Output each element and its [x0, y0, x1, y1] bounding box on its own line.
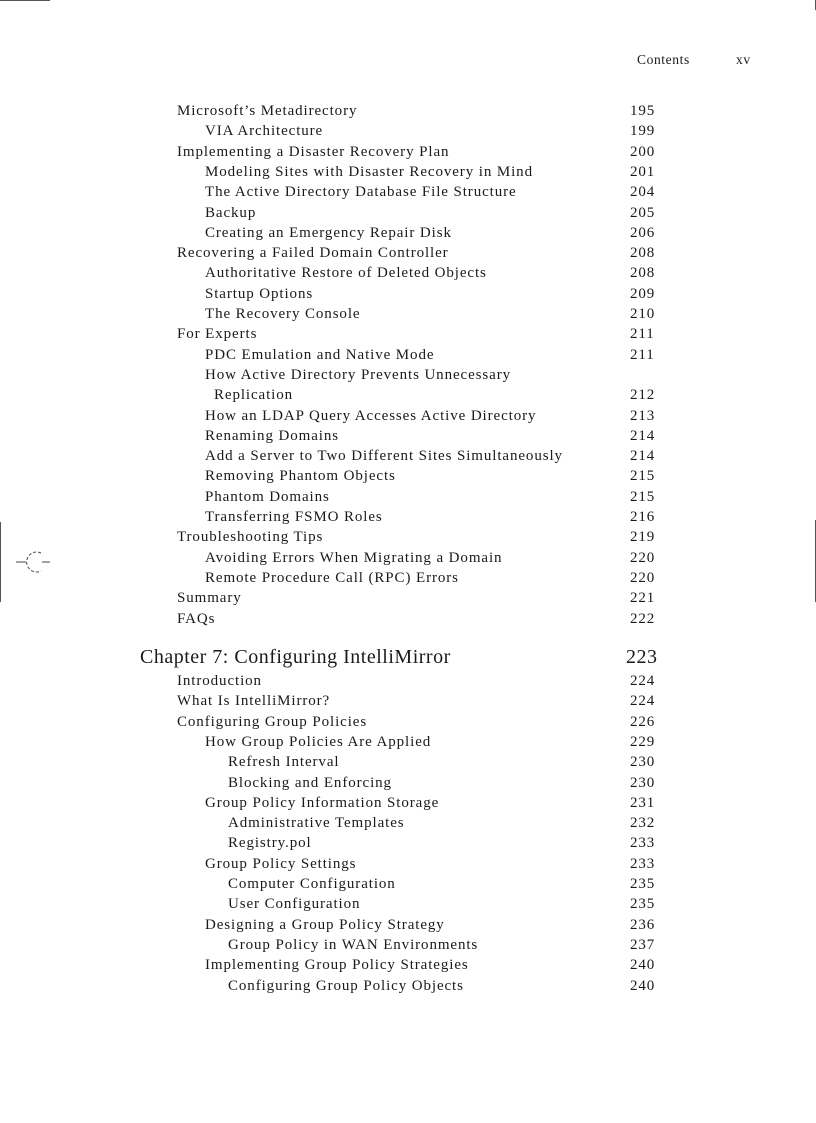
- toc-entry: [228, 815, 700, 835]
- toc-entry: [205, 489, 700, 509]
- toc-entry-title: Recovering a Failed Domain Controller: [177, 245, 449, 262]
- toc-entry-title: Removing Phantom Objects: [205, 468, 396, 485]
- toc-entry: [205, 205, 700, 225]
- toc-entry-title: Group Policy in WAN Environments: [228, 936, 479, 953]
- toc-entry-title: Registry.pol: [228, 835, 312, 852]
- toc-entry-page: 230: [630, 774, 656, 791]
- toc-entry: [205, 225, 700, 245]
- chapter-title: Chapter 7: Configuring IntelliMirror: [140, 646, 451, 668]
- toc-entry-page: 210: [630, 306, 656, 322]
- toc-entry: [205, 164, 700, 184]
- toc-entry-page: 214: [630, 427, 656, 444]
- toc-entry-page: 235: [630, 896, 656, 913]
- toc-entry: [177, 144, 700, 164]
- toc-entry-page: 224: [630, 693, 656, 710]
- toc-entry-page: 236: [630, 916, 656, 933]
- chapter-heading: [140, 646, 680, 672]
- toc-entry-title: Computer Configuration: [228, 876, 396, 892]
- toc-entry: [177, 611, 700, 631]
- toc-entry-page: 204: [630, 184, 656, 201]
- toc-entry-page: 208: [630, 245, 656, 262]
- toc-entry-page: 233: [630, 835, 656, 852]
- toc-entry-page: 211: [630, 346, 655, 363]
- toc-entry: [205, 306, 700, 326]
- toc-entry: [205, 428, 700, 448]
- toc-entry-page: 215: [630, 488, 656, 505]
- toc-entry-title: Creating an Emergency Repair Disk: [205, 224, 452, 241]
- toc-entry-title: Phantom Domains: [205, 488, 330, 505]
- toc-entry-title: Implementing Group Policy Strategies: [205, 957, 469, 974]
- toc-entry: [205, 265, 700, 285]
- crop-mark-top: [0, 0, 50, 1]
- toc-entry: [205, 184, 700, 204]
- toc-entry-title: Designing a Group Policy Strategy: [205, 916, 445, 933]
- toc-entry-page: 212: [630, 387, 656, 404]
- toc-entry-title: Administrative Templates: [228, 815, 405, 832]
- toc-entry-title: Configuring Group Policy Objects: [228, 977, 464, 994]
- toc-entry: [205, 917, 700, 937]
- toc-entry-title: For Experts: [177, 326, 258, 343]
- toc-entry: [205, 957, 700, 977]
- toc-entry: [205, 795, 700, 815]
- header-title: Contents: [637, 52, 690, 67]
- toc-entry: [205, 408, 700, 428]
- toc-entry-title: How Group Policies Are Applied: [205, 733, 432, 750]
- toc-entry-title: Renaming Domains: [205, 427, 339, 444]
- toc-entry: [228, 876, 700, 896]
- toc-entry-title: Configuring Group Policies: [177, 713, 368, 730]
- toc-entry: [205, 123, 700, 143]
- toc-entry-title: What Is IntelliMirror?: [177, 693, 331, 710]
- toc-entry: [205, 856, 700, 876]
- toc-entry-title: How Active Directory Prevents Unnecessary: [205, 366, 511, 383]
- toc-entry-page: 201: [630, 163, 656, 180]
- toc-entry-page: 200: [630, 143, 656, 160]
- toc-entry-page: 220: [630, 549, 656, 566]
- toc-entry: [205, 286, 700, 306]
- toc-entry-title: Blocking and Enforcing: [228, 774, 392, 791]
- toc-entry: [177, 714, 700, 734]
- crop-mark-left: [0, 522, 1, 602]
- toc-entry-page: 211: [630, 326, 655, 343]
- toc-entry-page: 226: [630, 713, 656, 730]
- toc-entry-title: Authoritative Restore of Deleted Objects: [205, 265, 487, 282]
- header-page-number: xv: [736, 52, 751, 67]
- toc-entry-title: User Configuration: [228, 896, 361, 913]
- toc-entry: [205, 448, 700, 468]
- toc-entry-title: How an LDAP Query Accesses Active Directory: [205, 407, 537, 424]
- toc-entry-page: 209: [630, 285, 656, 302]
- toc-entry: [205, 734, 700, 754]
- toc-entry: [228, 754, 700, 774]
- toc-entry-page: 219: [630, 529, 656, 546]
- toc-entry-page: 195: [630, 103, 656, 119]
- toc-entry-title: The Recovery Console: [205, 306, 361, 322]
- toc-entry-title: Group Policy Information Storage: [205, 794, 440, 811]
- toc-entry: [177, 693, 700, 713]
- toc-entry-title: Troubleshooting Tips: [177, 529, 324, 546]
- toc-entry: [228, 978, 700, 998]
- toc-entry-page: 233: [630, 855, 656, 872]
- toc-entry-page: 213: [630, 407, 656, 424]
- toc-entry-page: 215: [630, 468, 656, 485]
- toc-entry-page: 231: [630, 794, 656, 811]
- toc-entry-title: Remote Procedure Call (RPC) Errors: [205, 569, 459, 586]
- registration-mark-icon: [14, 549, 54, 573]
- toc-entry-title: PDC Emulation and Native Mode: [205, 346, 435, 363]
- toc-entry-title: VIA Architecture: [205, 123, 324, 140]
- toc-entry-page: 222: [630, 610, 656, 627]
- toc-entry: [228, 896, 700, 916]
- toc-entry-page: 208: [630, 265, 656, 282]
- toc-entry: [228, 937, 700, 957]
- toc-entry: [214, 387, 700, 407]
- toc-entry: [205, 509, 700, 529]
- toc-entry-title: Introduction: [177, 673, 262, 689]
- running-header: [600, 52, 760, 70]
- toc-entry-title: Startup Options: [205, 285, 314, 302]
- toc-entry: [205, 570, 700, 590]
- toc-entry: [177, 245, 700, 265]
- toc-entry-title: Modeling Sites with Disaster Recovery in Mind: [205, 163, 533, 180]
- toc-entry-page: 216: [630, 509, 656, 525]
- toc-entry-title: Replication: [214, 387, 294, 404]
- toc-entry-page: 230: [630, 754, 656, 771]
- toc-entry-page: 205: [630, 204, 656, 221]
- toc-entry: [205, 550, 700, 570]
- toc-entry-page: 235: [630, 876, 656, 892]
- toc-entry: [177, 103, 700, 123]
- toc-entry-page: 240: [630, 957, 656, 974]
- toc-entry-page: 199: [630, 123, 656, 140]
- toc-entry-page: 224: [630, 673, 656, 689]
- toc-entry-page: 232: [630, 815, 656, 832]
- toc-entry-page: 240: [630, 977, 656, 994]
- toc-entry: [177, 673, 700, 693]
- toc-entry-title: Summary: [177, 590, 242, 607]
- toc-entry: [228, 835, 700, 855]
- toc-entry: [205, 347, 700, 367]
- toc-entry-title: Implementing a Disaster Recovery Plan: [177, 143, 450, 160]
- toc-entry-title: Add a Server to Two Different Sites Simultaneously: [205, 448, 563, 465]
- toc-entry-page: 237: [630, 936, 656, 953]
- toc-entry-page: 214: [630, 448, 656, 465]
- toc-entry-title: Backup: [205, 204, 257, 221]
- toc-entry: [205, 468, 700, 488]
- toc-entry-title: Refresh Interval: [228, 754, 340, 771]
- toc-entry-title: The Active Directory Database File Structure: [205, 184, 517, 201]
- toc-entry-title: Group Policy Settings: [205, 855, 357, 872]
- toc-entry-title: FAQs: [177, 610, 216, 627]
- toc-entry-page: 220: [630, 569, 656, 586]
- chapter-page: 223: [626, 646, 658, 668]
- toc-entry: [177, 590, 700, 610]
- toc-entry: [177, 529, 700, 549]
- toc-entry-title: Microsoft’s Metadirectory: [177, 103, 358, 119]
- toc-entry: [177, 326, 700, 346]
- toc-entry-title: Avoiding Errors When Migrating a Domain: [205, 549, 503, 566]
- toc-entry-page: 221: [630, 590, 656, 607]
- toc-entry: [228, 775, 700, 795]
- toc-entry-page: 229: [630, 733, 656, 750]
- toc-entry-page: 206: [630, 224, 656, 241]
- toc-entry: [205, 367, 700, 387]
- toc-entry-title: Transferring FSMO Roles: [205, 509, 383, 525]
